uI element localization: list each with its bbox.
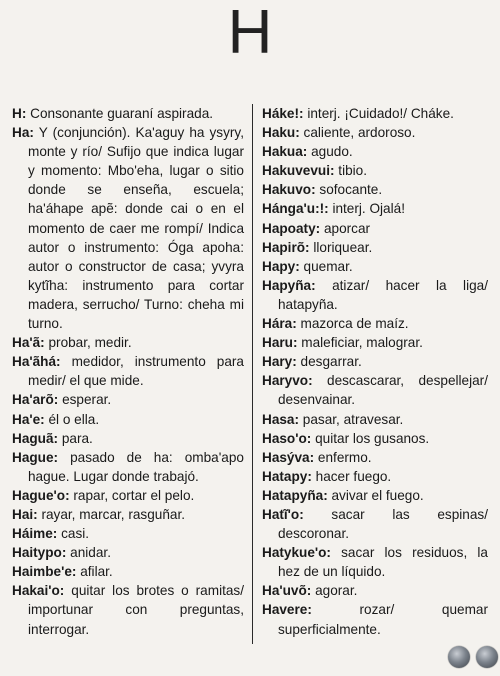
- entry-headword: Hatĩ'o:: [262, 506, 304, 522]
- entry-definition: tibio.: [334, 163, 368, 179]
- right-column: [262, 104, 488, 639]
- dictionary-entry: [262, 238, 488, 257]
- entry-headword: Haso'o:: [262, 430, 312, 446]
- entry-headword: Hapoaty:: [262, 220, 321, 236]
- entry-headword: Háke!:: [262, 106, 304, 121]
- entry-definition: quitar los brotes o ramitas/ importunar con preguntas, interrogar.: [28, 583, 244, 637]
- entry-definition: hacer fuego.: [311, 468, 392, 484]
- entry-headword: Hague:: [12, 449, 59, 465]
- entry-headword: Haru:: [262, 335, 298, 351]
- entry-headword: Haimbe'e:: [12, 564, 77, 580]
- dictionary-entry: [262, 581, 488, 600]
- entry-headword: Ha'uvõ:: [262, 583, 312, 599]
- entry-definition: desgarrar.: [296, 354, 362, 370]
- entry-headword: Hary:: [262, 354, 297, 370]
- entry-definition: sofocante.: [315, 182, 383, 198]
- entry-definition: quitar los gusanos.: [311, 430, 430, 446]
- entry-headword: Hakai'o:: [12, 583, 65, 599]
- entry-definition: avivar el fuego.: [327, 487, 424, 503]
- entry-headword: Ha'e:: [12, 411, 45, 427]
- dictionary-entry: [262, 199, 488, 218]
- entry-headword: Hánga'u:!:: [262, 201, 329, 217]
- section-letter: H: [227, 0, 273, 67]
- dictionary-entry: [12, 524, 244, 543]
- entry-definition: para.: [58, 430, 93, 446]
- dictionary-entry: [262, 104, 488, 123]
- dictionary-entry: [262, 161, 488, 180]
- entry-definition: descascarar, despellejar/ desenvainar.: [278, 373, 488, 408]
- entry-headword: Haitypo:: [12, 545, 67, 561]
- dictionary-entry: [262, 467, 488, 486]
- prev-page-icon[interactable]: [448, 646, 470, 668]
- entry-definition: rapar, cortar el pelo.: [69, 487, 195, 503]
- entry-definition: pasar, atravesar.: [299, 411, 404, 427]
- entry-definition: medidor, instrumento para medir/ el que mide.: [28, 354, 244, 389]
- entry-headword: Ha'ã:: [12, 335, 45, 351]
- entry-headword: Hatykue'o:: [262, 545, 331, 561]
- entry-headword: Hatapyña:: [262, 487, 328, 503]
- dictionary-entry: [12, 410, 244, 429]
- dictionary-entry: [262, 410, 488, 429]
- entry-headword: Hára:: [262, 316, 297, 332]
- entry-headword: Havere:: [262, 602, 312, 618]
- dictionary-entry: [12, 562, 244, 581]
- entry-headword: Hapy:: [262, 258, 300, 274]
- dictionary-entry: [262, 371, 488, 409]
- entry-definition: atizar/ hacer la liga/ hatapyña.: [278, 277, 488, 312]
- dictionary-entry: [12, 333, 244, 352]
- entry-headword: Hasa:: [262, 411, 300, 427]
- dictionary-entry: [262, 352, 488, 371]
- entry-definition: pasado de ha: omba'apo hague. Lugar donde trabajó.: [28, 449, 244, 484]
- entry-definition: interj. ¡Cuidado!/ Cháke.: [303, 106, 454, 121]
- entry-definition: Consonante guaraní aspirada.: [26, 106, 214, 121]
- entry-definition: aporcar: [320, 220, 371, 236]
- entry-headword: Hakuvo:: [262, 182, 316, 198]
- entry-headword: Hasýva:: [262, 449, 315, 465]
- dictionary-entry: [262, 486, 488, 505]
- entry-definition: interj. Ojalá!: [328, 201, 405, 217]
- dictionary-entry: [262, 314, 488, 333]
- dictionary-entry: [12, 505, 244, 524]
- entry-definition: rayar, marcar, rasguñar.: [37, 506, 186, 522]
- entry-definition: afilar.: [76, 564, 113, 580]
- dictionary-entry: [262, 276, 488, 314]
- dictionary-entry: [262, 600, 488, 638]
- entry-definition: enfermo.: [314, 449, 372, 465]
- dictionary-entry: [262, 142, 488, 161]
- dictionary-entry: [12, 486, 244, 505]
- entry-definition: agorar.: [311, 583, 358, 599]
- entry-headword: Ha:: [12, 125, 34, 141]
- left-column: [12, 104, 244, 639]
- entry-definition: esperar.: [58, 392, 112, 408]
- entry-headword: Haku:: [262, 125, 300, 141]
- entry-definition: rozar/ quemar superficialmente.: [278, 602, 488, 637]
- dictionary-entry: [262, 448, 488, 467]
- dictionary-entry: [12, 543, 244, 562]
- dictionary-entry: [12, 352, 244, 390]
- dictionary-entry: [12, 104, 244, 123]
- entry-headword: Haryvo:: [262, 373, 313, 389]
- next-page-icon[interactable]: [476, 646, 498, 668]
- dictionary-entry: [262, 219, 488, 238]
- page-nav: [448, 646, 498, 668]
- entry-headword: Hatapy:: [262, 468, 312, 484]
- entry-definition: casi.: [57, 526, 90, 542]
- dictionary-entry: [262, 333, 488, 352]
- entry-definition: sacar los residuos, la hez de un líquido.: [278, 545, 488, 580]
- dictionary-entry: [12, 390, 244, 409]
- entry-headword: Hai:: [12, 506, 38, 522]
- dictionary-entry: [262, 429, 488, 448]
- dictionary-entry: [12, 581, 244, 638]
- entry-headword: Hakua:: [262, 144, 308, 160]
- entry-headword: Hague'o:: [12, 487, 70, 503]
- entry-definition: sacar las espinas/ descoronar.: [278, 506, 488, 542]
- dictionary-entry: [12, 429, 244, 448]
- entry-definition: maleficiar, malograr.: [297, 335, 423, 351]
- entry-headword: Haguã:: [12, 430, 59, 446]
- entry-definition: quemar.: [299, 258, 353, 274]
- dictionary-entry: [12, 123, 244, 333]
- column-divider: [252, 104, 253, 644]
- entry-definition: anidar.: [66, 545, 111, 561]
- entry-headword: Hapyña:: [262, 277, 316, 293]
- entry-definition: probar, medir.: [44, 335, 132, 351]
- entry-headword: Ha'ãhá:: [12, 354, 61, 370]
- entry-definition: Y (conjunción). Ka'aguy ha ysyry, monte y río/ Sufijo que indica lugar y momento: Mbo'eha, lugar o sitio donde se enseña, escuela; ha'áhape apẽ: donde cai o en el momento de caer me rompí/ Indica autor o instrumento: Óga apoha: autor o constructor de casa; yvyra kytĩha: instrumento para cortar madera, serrucho/ Turno: cheha mi turno.: [28, 125, 244, 332]
- dictionary-entry: [262, 543, 488, 581]
- dictionary-entry: [262, 123, 488, 142]
- entry-headword: Hapirõ:: [262, 239, 310, 255]
- dictionary-entry: [12, 448, 244, 486]
- entry-definition: él o ella.: [44, 411, 100, 427]
- dictionary-entry: [262, 257, 488, 276]
- dictionary-entry: [262, 180, 488, 199]
- entry-definition: mazorca de maíz.: [296, 316, 409, 332]
- entry-headword: Ha'arõ:: [12, 392, 59, 408]
- entry-headword: Hakuvevui:: [262, 163, 335, 179]
- entry-definition: caliente, ardoroso.: [299, 125, 416, 141]
- dictionary-entry: [262, 505, 488, 543]
- entry-definition: agudo.: [307, 144, 353, 160]
- entry-definition: lloriquear.: [309, 239, 373, 255]
- entry-headword: H:: [12, 106, 27, 121]
- entry-headword: Háime:: [12, 526, 58, 542]
